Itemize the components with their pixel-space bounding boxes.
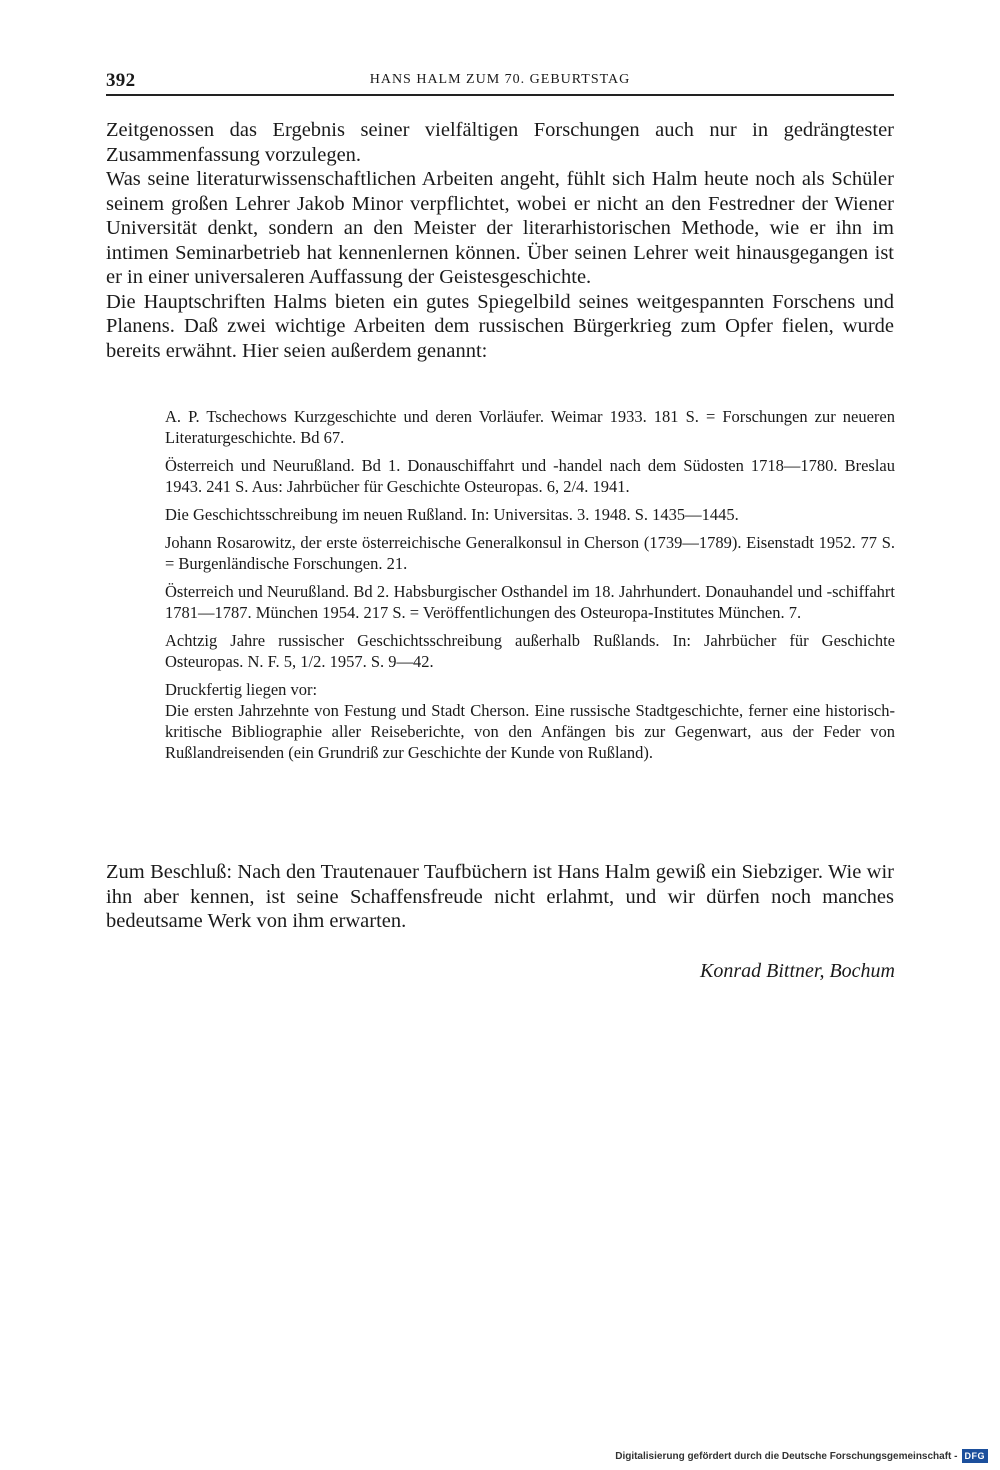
reference-item: Achtzig Jahre russischer Geschichtsschreibung außerhalb Rußlands. In: Jahrbücher für Geschichte Osteuropas. N. F. 5, 1/2. 1957. S. 9—42. [165,631,895,671]
page-header [106,66,894,96]
paragraph: Was seine literaturwissenschaftlichen Arbeiten angeht, fühlt sich Halm heute noch als Schüler seinem großen Lehrer Jakob Minor verpflichtet, wobei er nicht an den Festredner der Wiener Universität denkt, sondern an den Meister der literarhistorischen Methode, wie er ihn im intimen Seminarbetrieb hat kennenlernen können. Über seinen Lehrer weit hinausgegangen ist er in einer universaleren Auffassung der Geistesgeschichte. [106,168,894,288]
digitization-footer [615,1448,988,1464]
page-number: 392 [106,70,136,91]
author-signature: Konrad Bittner, Bochum [700,960,895,982]
reference-item: Johann Rosarowitz, der erste österreichische Generalkonsul in Cherson (1739—1789). Eisenstadt 1952. 77 S. = Burgenländische Forschungen. 21. [165,533,895,573]
dfg-logo: DFG [962,1449,989,1463]
forthcoming-text: Die ersten Jahrzehnte von Festung und Stadt Cherson. Eine russische Stadtgeschichte, ferner eine historisch-kritische Bibliographie aller Reiseberichte, von den Anfängen bis zur Gegenwart, aus der Feder von Rußlandreisenden (ein Grundriß zur Geschichte der Kunde von Rußland). [165,701,895,762]
reference-list [165,406,895,763]
reference-item: Die Geschichtsschreibung im neuen Rußland. In: Universitas. 3. 1948. S. 1435—1445. [165,505,739,524]
intro-text [106,118,894,363]
closing-paragraph: Zum Beschluß: Nach den Trautenauer Taufbüchern ist Hans Halm gewiß ein Siebziger. Wie wir ihn aber kennen, ist seine Schaffensfreude nicht erlahmt, und wir dürfen noch manches bedeutsame Werk von ihm erwarten. [106,861,894,932]
reference-item: A. P. Tschechows Kurzgeschichte und deren Vorläufer. Weimar 1933. 181 S. = Forschungen zur neueren Literaturgeschichte. Bd 67. [165,407,895,447]
forthcoming-label: Druckfertig liegen vor: [165,680,318,699]
reference-item: Österreich und Neurußland. Bd 1. Donauschiffahrt und -handel nach dem Südosten 1718—1780. Breslau 1943. 241 S. Aus: Jahrbücher für Geschichte Osteuropas. 6, 2/4. 1941. [165,456,895,496]
reference-item: Österreich und Neurußland. Bd 2. Habsburgischer Osthandel im 18. Jahrhundert. Donauhandel und -schiffahrt 1781—1787. München 1954. 217 S. = Veröffentlichungen des Osteuropa-Institutes München. 7. [165,582,895,622]
paragraph: Die Hauptschriften Halms bieten ein gutes Spiegelbild seines weitgespannten Forschens und Planens. Daß zwei wichtige Arbeiten dem russischen Bürgerkrieg zum Opfer fielen, wurde bereits erwähnt. Hier seien außerdem genannt: [106,290,894,362]
paragraph: Zeitgenossen das Ergebnis seiner vielfältigen Forschungen auch nur in gedrängtester Zusammenfassung vorzulegen. [106,119,894,166]
running-head: HANS HALM ZUM 70. GEBURTSTAG [369,72,631,87]
footer-text: Digitalisierung gefördert durch die Deutsche Forschungsgemeinschaft - [615,1450,958,1462]
closing-text [106,860,894,934]
